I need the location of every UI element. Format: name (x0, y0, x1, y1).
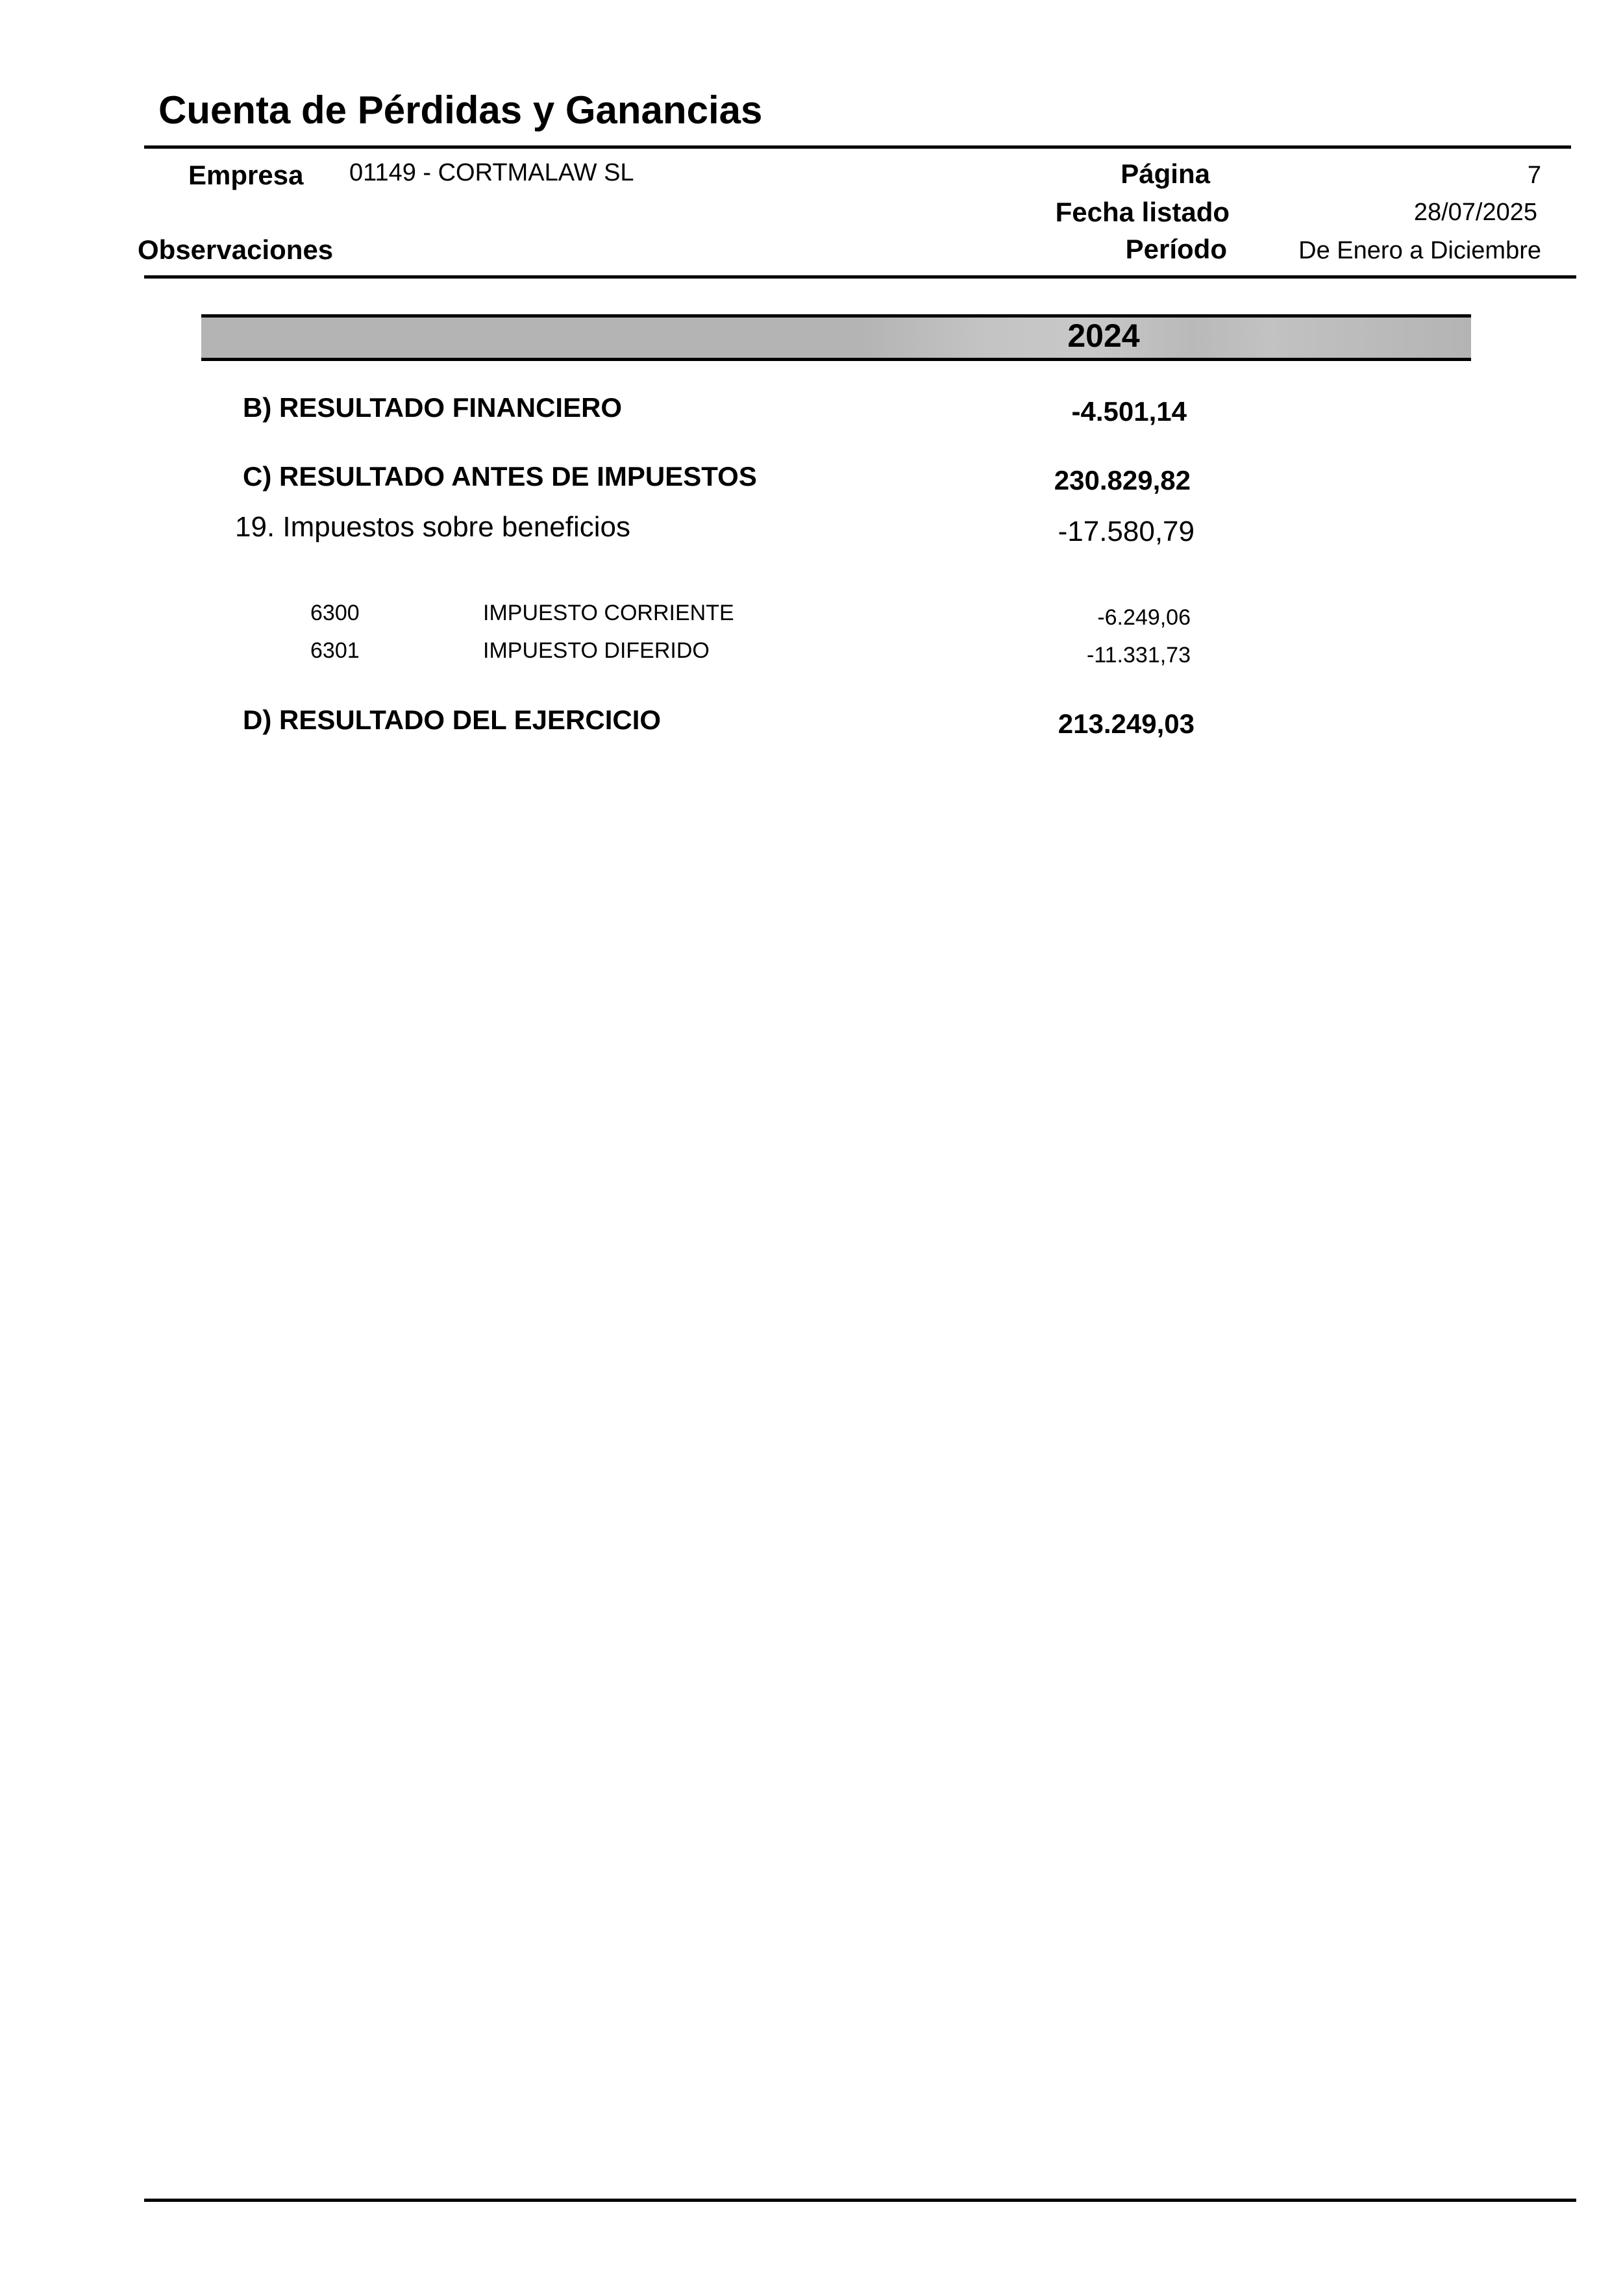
title-divider (144, 145, 1571, 149)
account-code: 6301 (310, 638, 360, 663)
fecha-listado-value: 28/07/2025 (1413, 199, 1537, 226)
column-year-header: 2024 (1067, 318, 1140, 354)
observaciones-label: Observaciones (138, 234, 334, 265)
periodo-label: Período (1125, 234, 1227, 264)
pagina-value: 7 (1527, 162, 1541, 189)
header-divider (144, 275, 1576, 279)
resultado-ejercicio-label: D) RESULTADO DEL EJERCICIO (243, 705, 662, 735)
resultado-financiero-label: B) RESULTADO FINANCIERO (243, 392, 623, 423)
resultado-ejercicio-amount: 213.249,03 (1058, 708, 1195, 739)
fecha-listado-label: Fecha listado (1055, 197, 1230, 227)
account-code: 6300 (310, 601, 360, 625)
account-name: IMPUESTO CORRIENTE (483, 601, 734, 625)
resultado-antes-impuestos-label: C) RESULTADO ANTES DE IMPUESTOS (243, 461, 757, 492)
report-title: Cuenta de Pérdidas y Ganancias (158, 88, 763, 132)
impuestos-beneficios-amount: -17.580,79 (1058, 516, 1195, 547)
periodo-value: De Enero a Diciembre (1298, 237, 1541, 264)
account-amount: -6.249,06 (1097, 605, 1191, 630)
resultado-antes-impuestos-amount: 230.829,82 (1054, 465, 1191, 495)
impuestos-beneficios-label: 19. Impuestos sobre beneficios (235, 511, 631, 543)
column-header-band (201, 314, 1471, 361)
pagina-label: Página (1121, 158, 1210, 189)
account-amount: -11.331,73 (1086, 643, 1191, 668)
empresa-value: 01149 - CORTMALAW SL (349, 159, 634, 186)
empresa-label: Empresa (188, 160, 304, 190)
account-name: IMPUESTO DIFERIDO (483, 638, 710, 663)
resultado-financiero-amount: -4.501,14 (1071, 396, 1187, 427)
footer-divider (144, 2199, 1576, 2202)
